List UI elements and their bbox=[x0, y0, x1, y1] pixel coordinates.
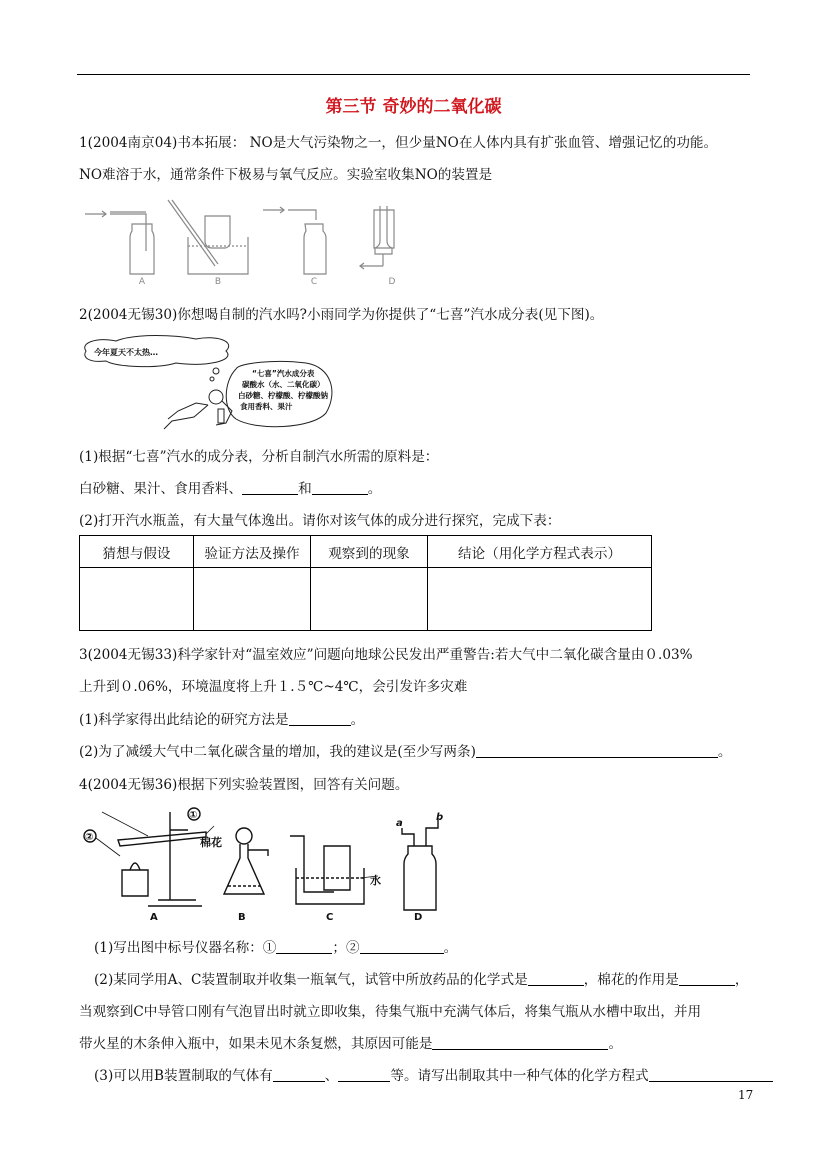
table-header-method: 验证方法及操作 bbox=[194, 536, 311, 568]
q4-label-1: ① bbox=[189, 810, 198, 821]
q4-label-b-port: b bbox=[436, 812, 444, 823]
table-header-observation: 观察到的现象 bbox=[311, 536, 428, 568]
table-cell-hypothesis[interactable] bbox=[80, 568, 194, 631]
q3-sub2-text: (2)为了减缓大气中二氧化碳含量的增加，我的建议是(至少写两条) bbox=[79, 744, 476, 760]
q2-inquiry-table bbox=[79, 535, 652, 631]
q2-blank-1[interactable] bbox=[242, 480, 298, 495]
q3-line2: 上升到０.06%，环境温度将上升１.５℃~4℃，会引发许多灾难 bbox=[79, 679, 468, 695]
q4-blank-equation[interactable] bbox=[649, 1067, 773, 1082]
q2-ingredient-1: 碳酸水（水、二氧化碳） bbox=[242, 380, 325, 389]
q2-cartoon-figure bbox=[76, 333, 338, 433]
q1-line2: NO难溶于水，通常条件下极易与氧气反应。实验室收集NO的装置是 bbox=[79, 167, 493, 183]
q4-blank-gas-2[interactable] bbox=[338, 1067, 390, 1082]
q4-sub2-line3-end: 。 bbox=[608, 1036, 623, 1052]
q4-sub1-end: 。 bbox=[443, 940, 458, 956]
q4-blank-cotton-role[interactable] bbox=[679, 971, 735, 986]
header-rule bbox=[77, 74, 750, 75]
q4-label-C: C bbox=[326, 912, 334, 922]
q2-thought-text: 今年夏天不太热… bbox=[94, 348, 158, 357]
q3-sub1-end: 。 bbox=[350, 712, 365, 728]
q4-label-a-port: a bbox=[396, 818, 403, 829]
q1-label-b: B bbox=[214, 277, 222, 287]
q1-label-d: D bbox=[388, 277, 396, 287]
table-cell-method[interactable] bbox=[194, 568, 311, 631]
q4-sub2-c: ， bbox=[734, 972, 749, 988]
q3-sub1-text: (1)科学家得出此结论的研究方法是 bbox=[79, 712, 289, 728]
q2-ingredient-3: 食用香料、果汁 bbox=[240, 402, 293, 411]
q4-sub2-line2: 当观察到C中导管口刚有气泡冒出时就立即收集，待集气瓶中充满气体后，将集气瓶从水槽中取出，并用 bbox=[79, 1004, 702, 1020]
q4-sub1-b: ；② bbox=[332, 940, 360, 956]
q3-blank-2[interactable] bbox=[476, 743, 718, 758]
q3-sub1-line bbox=[79, 708, 364, 728]
q2-sub1-end: 。 bbox=[367, 481, 382, 497]
q4-label-water: 水 bbox=[370, 874, 381, 887]
q4-label-B: B bbox=[238, 912, 246, 922]
q4-label-D: D bbox=[414, 912, 423, 922]
q4-label-2: ② bbox=[85, 832, 94, 843]
q3-blank-1[interactable] bbox=[289, 711, 351, 726]
q4-blank-gas-1[interactable] bbox=[273, 1067, 325, 1082]
q4-blank-instrument-1[interactable] bbox=[276, 939, 332, 954]
q2-sub1-and: 和 bbox=[298, 481, 312, 497]
q4-sub3-b: 、 bbox=[324, 1068, 339, 1084]
q4-blank-instrument-2[interactable] bbox=[360, 939, 444, 954]
q3-sub2-end: 。 bbox=[717, 744, 732, 760]
table-cell-observation[interactable] bbox=[311, 568, 428, 631]
q2-sub1: (1)根据“七喜”汽水的成分表，分析自制汽水所需的原料是： bbox=[79, 449, 439, 465]
section-title: 第三节 奇妙的二氧化碳 bbox=[325, 97, 502, 117]
q2-sub2: (2)打开汽水瓶盖，有大量气体逸出。请你对该气体的成分进行探究，完成下表： bbox=[79, 513, 561, 529]
q4-sub1-a: (1)写出图中标号仪器名称：① bbox=[94, 940, 277, 956]
q4-sub2-line3-text: 带火星的木条伸入瓶中，如果未见木条复燃，其原因可能是 bbox=[79, 1036, 433, 1052]
q3-sub2-line bbox=[79, 740, 732, 760]
q4-sub3-line bbox=[94, 1064, 773, 1084]
q4-sub3-a: (3)可以用B装置制取的气体有 bbox=[94, 1068, 273, 1084]
q4-sub2-b: ，棉花的作用是 bbox=[583, 972, 679, 988]
q4-sub1-line bbox=[94, 936, 457, 956]
table-cell-conclusion[interactable] bbox=[428, 568, 652, 631]
q2-sub1-answer-line bbox=[79, 477, 381, 497]
q4-label-cotton: 棉花 bbox=[200, 836, 222, 849]
q2-sub1-prefix: 白砂糖、果汁、食用香料、 bbox=[79, 481, 243, 497]
q1-line1: 1(2004南京04)书本拓展： NO是大气污染物之一，但少量NO在人体内具有扩张血管、增强记忆的功能。 bbox=[79, 135, 718, 151]
q4-blank-formula[interactable] bbox=[528, 971, 584, 986]
q1-apparatus-figure bbox=[80, 196, 420, 288]
table-header-row bbox=[80, 536, 652, 568]
q1-label-a: A bbox=[138, 277, 146, 287]
q4-sub2-line3 bbox=[79, 1032, 622, 1052]
q2-blank-2[interactable] bbox=[312, 480, 368, 495]
q4-sub3-c: 等。请写出制取其中一种气体的化学方程式 bbox=[390, 1068, 649, 1084]
q3-line1: 3(2004无锡33)科学家针对“温室效应”问题向地球公民发出严重警告:若大气中二氧化碳含量由０.03% bbox=[79, 647, 693, 663]
q4-blank-reason[interactable] bbox=[432, 1035, 608, 1050]
q1-label-c: C bbox=[310, 277, 318, 287]
q4-label-A: A bbox=[150, 912, 158, 922]
q4-sub2-a: (2)某同学用A、C装置制取并收集一瓶氧气，试管中所放药品的化学式是 bbox=[94, 972, 528, 988]
page-number: 17 bbox=[738, 1088, 754, 1102]
table-answer-row bbox=[80, 568, 652, 631]
q4-apparatus-figure bbox=[78, 806, 468, 922]
q2-intro: 2(2004无锡30)你想喝自制的汽水吗?小雨同学为你提供了“七喜”汽水成分表(见下图)。 bbox=[79, 307, 604, 323]
q2-ingredient-0: “七喜”汽水成分表 bbox=[252, 369, 315, 378]
q4-sub2-line1 bbox=[94, 968, 748, 988]
table-header-conclusion: 结论（用化学方程式表示） bbox=[428, 536, 652, 568]
q2-ingredient-2: 白砂糖、柠檬酸、柠檬酸钠 bbox=[238, 391, 328, 400]
table-header-hypothesis: 猜想与假设 bbox=[80, 536, 194, 568]
q4-intro: 4(2004无锡36)根据下列实验装置图，回答有关问题。 bbox=[79, 777, 409, 793]
